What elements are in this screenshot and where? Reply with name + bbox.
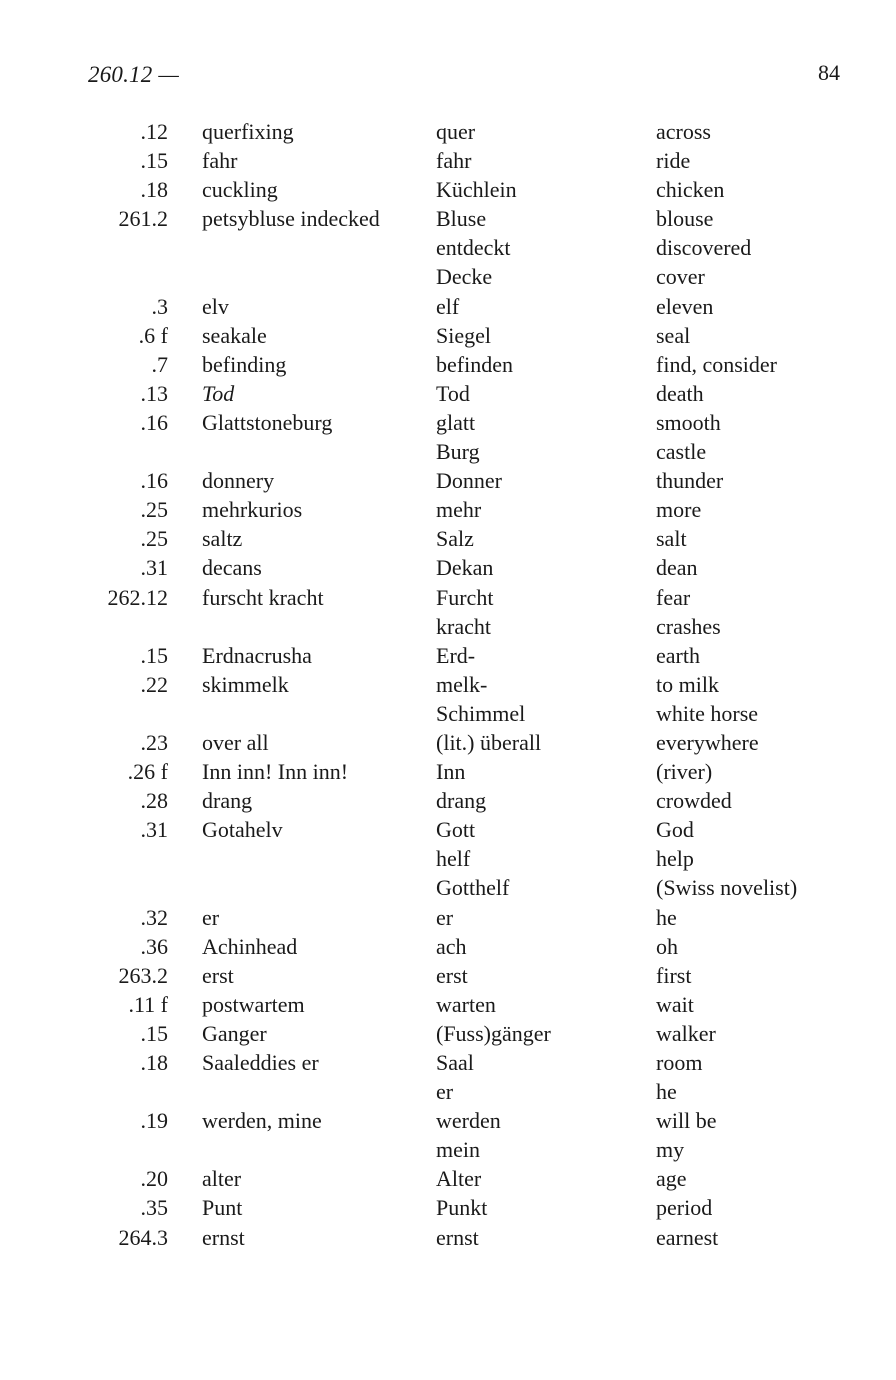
glossary-row	[0, 495, 896, 524]
german-source: Punkt	[436, 1195, 488, 1221]
wake-word: petsybluse indecked	[202, 206, 380, 232]
english-gloss: to milk	[656, 671, 719, 697]
glossary-row	[0, 757, 896, 786]
german-source: er	[436, 904, 454, 930]
wake-word: Saaleddies er	[202, 1050, 319, 1075]
glossary-row	[0, 786, 896, 815]
wake-word: er	[202, 904, 220, 930]
german-source: befinden	[436, 351, 513, 377]
german-source: fahr	[436, 148, 472, 174]
german-source: Küchlein	[436, 177, 517, 203]
german-source: Erd-	[436, 642, 476, 668]
line-reference: .3	[151, 293, 168, 319]
glossary-row	[0, 670, 896, 699]
glossary-row	[0, 641, 896, 670]
wake-word: seakale	[202, 322, 267, 348]
german-source: drang	[436, 788, 487, 814]
line-reference: .7	[151, 351, 168, 377]
glossary-row	[0, 1048, 896, 1077]
wake-word: Ganger	[202, 1020, 267, 1046]
english-gloss: castle	[656, 439, 707, 465]
glossary-row	[0, 233, 896, 262]
line-reference: .18	[140, 1050, 168, 1075]
german-source: glatt	[436, 409, 476, 435]
english-gloss: room	[656, 1050, 703, 1075]
german-source: Gott	[436, 817, 476, 843]
glossary-row	[0, 815, 896, 844]
wake-word: Tod	[202, 380, 235, 406]
line-reference: .35	[140, 1195, 168, 1221]
german-source: kracht	[436, 613, 491, 639]
glossary-row	[0, 1019, 896, 1048]
english-gloss: God	[656, 817, 694, 843]
glossary-row	[0, 292, 896, 321]
english-gloss: blouse	[656, 206, 714, 232]
wake-word: postwartem	[202, 991, 305, 1017]
line-reference: 261.2	[118, 206, 168, 232]
german-source: Furcht	[436, 584, 494, 610]
line-reference: .18	[140, 177, 168, 203]
wake-word: Gotahelv	[202, 817, 283, 843]
english-gloss: white horse	[656, 700, 759, 726]
wake-word: decans	[202, 555, 262, 581]
english-gloss: period	[656, 1195, 713, 1221]
english-gloss: wait	[656, 991, 694, 1017]
english-gloss: ride	[656, 148, 691, 174]
glossary-row	[0, 466, 896, 495]
line-reference: .31	[140, 555, 168, 581]
german-source: Donner	[436, 468, 502, 494]
german-source: werden	[436, 1108, 501, 1134]
english-gloss: help	[656, 846, 694, 872]
wake-word: mehrkurios	[202, 497, 303, 523]
german-source: (lit.) überall	[436, 729, 542, 755]
line-reference: .23	[140, 729, 168, 755]
glossary-row	[0, 262, 896, 291]
english-gloss: dean	[656, 555, 698, 581]
line-reference: .19	[140, 1108, 168, 1134]
glossary-row	[0, 175, 896, 204]
wake-word: elv	[202, 293, 229, 319]
german-source: mehr	[436, 497, 482, 523]
wake-word: furscht kracht	[202, 584, 324, 610]
english-gloss: death	[656, 380, 704, 406]
german-source: Inn	[436, 759, 466, 785]
german-source: entdeckt	[436, 235, 511, 261]
wake-word: Punt	[202, 1195, 243, 1221]
wake-word: werden, mine	[202, 1108, 322, 1134]
german-source: Decke	[436, 264, 493, 290]
line-reference: .16	[140, 409, 168, 435]
line-reference: 264.3	[118, 1224, 168, 1250]
german-source: Saal	[436, 1050, 474, 1075]
wake-word: Glattstoneburg	[202, 409, 333, 435]
line-reference: .26 f	[127, 759, 168, 785]
glossary-row	[0, 524, 896, 553]
glossary-row	[0, 553, 896, 582]
english-gloss: cover	[656, 264, 705, 290]
german-source: helf	[436, 846, 471, 872]
line-reference: .12	[140, 119, 168, 144]
section-reference: 260.12 —	[88, 62, 180, 87]
wake-word: drang	[202, 788, 253, 814]
english-gloss: smooth	[656, 409, 721, 435]
glossary-row	[0, 146, 896, 175]
english-gloss: first	[656, 962, 692, 988]
english-gloss: earnest	[656, 1224, 719, 1250]
wake-word: erst	[202, 962, 234, 988]
german-source: quer	[436, 119, 476, 144]
line-reference: .15	[140, 148, 168, 174]
english-gloss: he	[656, 904, 677, 930]
glossary-row	[0, 873, 896, 902]
wake-word: saltz	[202, 526, 243, 552]
glossary-row	[0, 583, 896, 612]
english-gloss: salt	[656, 526, 687, 552]
glossary-row	[0, 1223, 896, 1252]
english-gloss: age	[656, 1166, 687, 1192]
line-reference: .15	[140, 1020, 168, 1046]
glossary-row	[0, 961, 896, 990]
line-reference: .16	[140, 468, 168, 494]
german-source: Salz	[436, 526, 474, 552]
glossary-row	[0, 932, 896, 961]
wake-word: Achinhead	[202, 933, 298, 959]
german-source: Bluse	[436, 206, 487, 232]
german-source: er	[436, 1079, 454, 1105]
wake-word: ernst	[202, 1224, 245, 1250]
glossary-row	[0, 1193, 896, 1222]
english-gloss: will be	[656, 1108, 717, 1134]
glossary-row	[0, 903, 896, 932]
line-reference: .25	[140, 497, 168, 523]
german-source: elf	[436, 293, 460, 319]
english-gloss: discovered	[656, 235, 752, 261]
wake-word: skimmelk	[202, 671, 289, 697]
english-gloss: find, consider	[656, 351, 777, 377]
line-reference: .25	[140, 526, 168, 552]
german-source: Siegel	[436, 322, 491, 348]
line-reference: 262.12	[107, 584, 168, 610]
line-reference: .15	[140, 642, 168, 668]
line-reference: .13	[140, 380, 168, 406]
german-source: mein	[436, 1137, 480, 1163]
wake-word: Erdnacrusha	[202, 642, 312, 668]
glossary-row	[0, 1106, 896, 1135]
english-gloss: seal	[656, 322, 691, 348]
english-gloss: (river)	[656, 759, 713, 785]
english-gloss: fear	[656, 584, 691, 610]
german-source: Burg	[436, 439, 480, 465]
glossary-row	[0, 408, 896, 437]
line-reference: .36	[140, 933, 168, 959]
english-gloss: walker	[656, 1020, 716, 1046]
page-number: 84	[818, 60, 840, 85]
german-source: (Fuss)gänger	[436, 1020, 551, 1046]
line-reference: .22	[140, 671, 168, 697]
glossary-row	[0, 699, 896, 728]
glossary-row	[0, 379, 896, 408]
english-gloss: crashes	[656, 613, 721, 639]
glossary-row	[0, 1164, 896, 1193]
english-gloss: crowded	[656, 788, 732, 814]
glossary-row	[0, 612, 896, 641]
english-gloss: thunder	[656, 468, 724, 494]
glossary-row	[0, 204, 896, 233]
line-reference: .28	[140, 788, 168, 814]
english-gloss: (Swiss novelist)	[656, 875, 798, 901]
german-source: Dekan	[436, 555, 494, 581]
german-source: Tod	[436, 380, 470, 406]
english-gloss: more	[656, 497, 702, 523]
wake-word: cuckling	[202, 177, 278, 203]
glossary-row	[0, 117, 896, 146]
english-gloss: earth	[656, 642, 700, 668]
german-source: Gotthelf	[436, 875, 510, 901]
line-reference: .32	[140, 904, 168, 930]
english-gloss: eleven	[656, 293, 714, 319]
wake-word: befinding	[202, 351, 287, 377]
glossary-table	[0, 117, 896, 1252]
wake-word: over all	[202, 729, 269, 755]
glossary-row	[0, 728, 896, 757]
wake-word: fahr	[202, 148, 238, 174]
glossary-row	[0, 321, 896, 350]
english-gloss: oh	[656, 933, 678, 959]
german-source: ernst	[436, 1224, 479, 1250]
german-source: Schimmel	[436, 700, 526, 726]
glossary-row	[0, 990, 896, 1019]
english-gloss: across	[656, 119, 711, 144]
english-gloss: chicken	[656, 177, 725, 203]
glossary-row	[0, 844, 896, 873]
german-source: Alter	[436, 1166, 482, 1192]
line-reference: .31	[140, 817, 168, 843]
wake-word: donnery	[202, 468, 275, 494]
wake-word: querfixing	[202, 119, 294, 144]
german-source: melk-	[436, 671, 488, 697]
german-source: warten	[436, 991, 496, 1017]
line-reference: 263.2	[118, 962, 168, 988]
glossary-row	[0, 350, 896, 379]
english-gloss: my	[656, 1137, 685, 1163]
wake-word: Inn inn! Inn inn!	[202, 759, 349, 785]
line-reference: .11 f	[128, 991, 168, 1017]
german-source: erst	[436, 962, 468, 988]
english-gloss: everywhere	[656, 729, 759, 755]
wake-word: alter	[202, 1166, 242, 1192]
glossary-row	[0, 1077, 896, 1106]
glossary-row	[0, 1135, 896, 1164]
line-reference: .20	[140, 1166, 168, 1192]
line-reference: .6 f	[138, 322, 168, 348]
glossary-row	[0, 437, 896, 466]
german-source: ach	[436, 933, 467, 959]
english-gloss: he	[656, 1079, 677, 1105]
